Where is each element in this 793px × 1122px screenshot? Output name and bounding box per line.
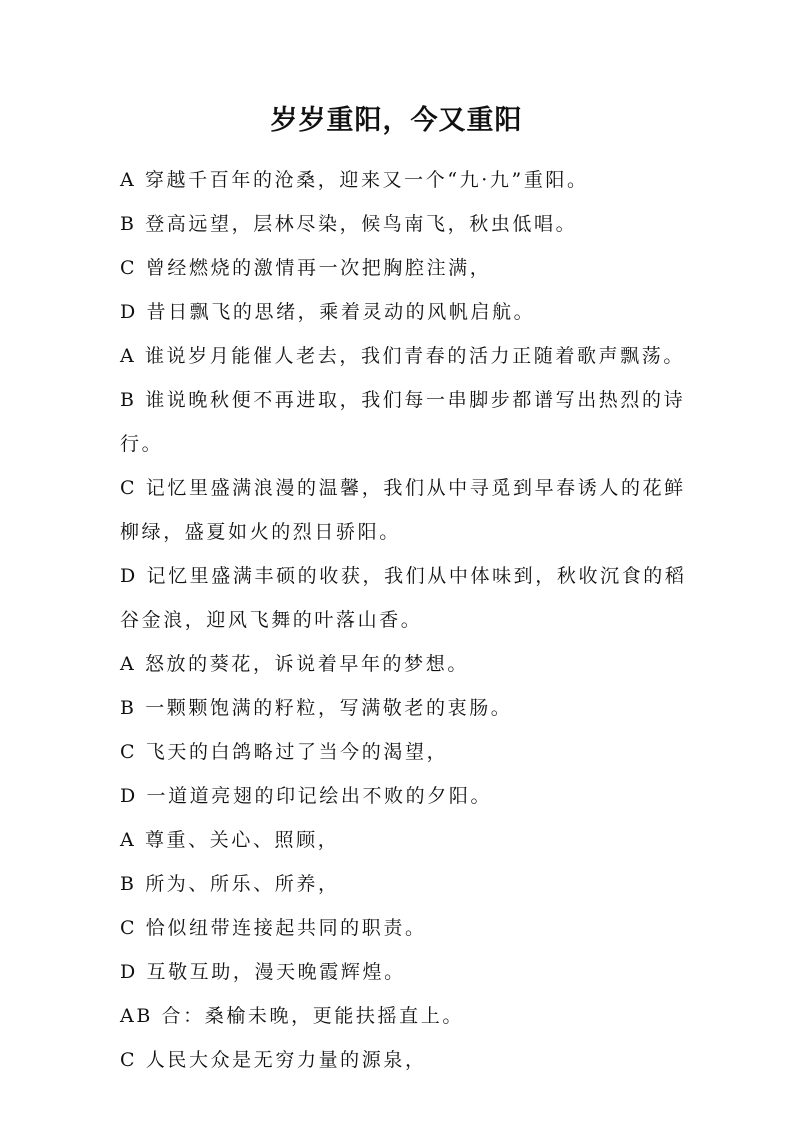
text-line: 谷金浪，迎风飞舞的叶落山香。 [120,609,423,631]
text-line: A 谁说岁月能催人老去，我们青春的活力正随着歌声飘荡。 [120,345,685,367]
document-title: 岁岁重阳，今又重阳 [270,105,523,136]
text-line: C 飞天的白鸽略过了当今的渴望， [120,741,449,763]
text-line: D 昔日飘飞的思绪，乘着灵动的风帆启航。 [120,301,536,323]
text-line: A 怒放的葵花，诉说着早年的梦想。 [120,653,469,675]
text-line: C 恰似纽带连接起共同的职责。 [120,917,427,939]
text-line: C 记忆里盛满浪漫的温馨，我们从中寻觅到早春诱人的花鲜 [120,477,686,499]
text-line: D 记忆里盛满丰硕的收获，我们从中体味到，秋收沉食的稻 [120,565,687,587]
text-line: AB 合：桑榆未晚，更能扶摇直上。 [120,1005,464,1027]
text-line: A 穿越千百年的沧桑，迎来又一个“九·九”重阳。 [120,169,589,191]
text-line: D 互敬互助，漫天晚霞辉煌。 [120,961,406,983]
text-line: B 谁说晚秋便不再进取，我们每一串脚步都谱写出热烈的诗 [120,389,686,411]
text-line: 柳绿，盛夏如火的烈日骄阳。 [120,521,401,543]
text-line: C 人民大众是无穷力量的源泉， [120,1049,427,1071]
text-line: B 所为、所乐、所养， [120,873,340,895]
document-body [120,158,700,1082]
text-line: A 尊重、关心、照顾， [120,829,340,851]
text-line: B 一颗颗饱满的籽粒，写满敬老的衷肠。 [120,697,513,719]
text-line: 行。 [120,433,164,455]
text-line: D 一道道亮翅的印记绘出不败的夕阳。 [120,785,493,807]
text-line: B 登高远望，层林尽染，候鸟南飞，秋虫低唱。 [120,213,578,235]
text-line: C 曾经燃烧的激情再一次把胸腔注满， [120,257,492,279]
